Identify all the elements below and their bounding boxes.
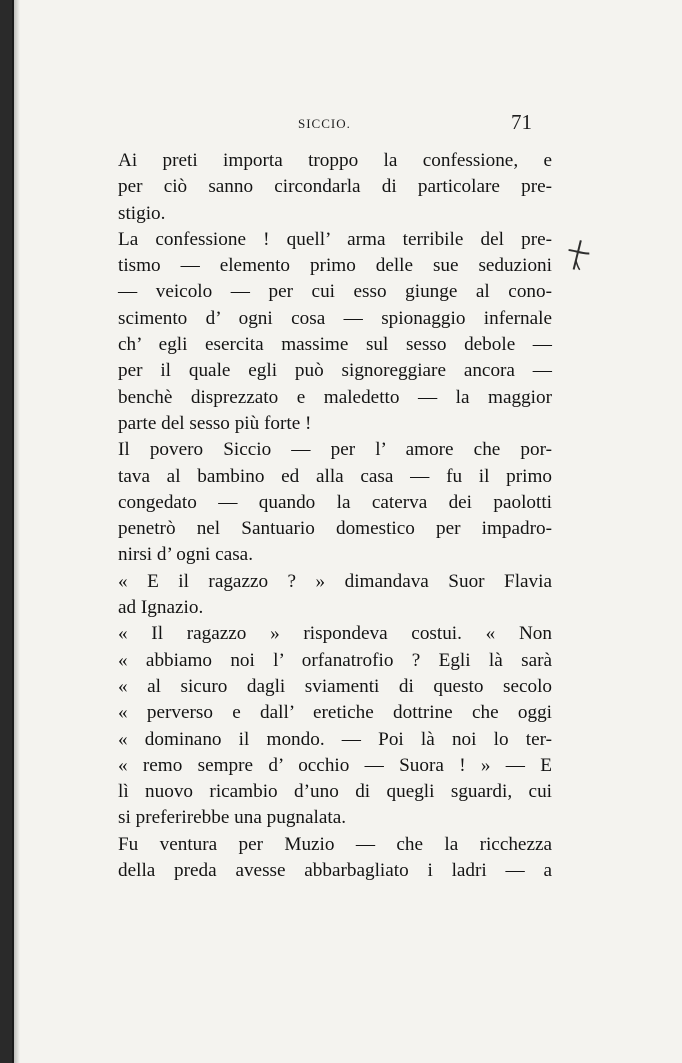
text-line: « E il ragazzo ? » dimandava Suor Flavia [118,570,552,592]
body-text [118,148,552,884]
text-line: « Il ragazzo » rispondeva costui. « Non [118,623,552,645]
text-line: « abbiamo noi l’ orfanatrofio ? Egli là sarà [118,649,552,671]
text-line: della preda avesse abbarbagliato i ladri — a [118,860,552,882]
text-line: scimento d’ ogni cosa — spionaggio infernale [118,307,552,329]
text-line: « perverso e dall’ eretiche dottrine che oggi [118,702,552,724]
text-line: Fu ventura per Muzio — che la ricchezza [118,833,552,855]
text-line: Ai preti importa troppo la confessione, e [118,150,552,171]
text-line: benchè disprezzato e maledetto — la maggior [118,386,552,408]
text-line: si preferirebbe una pugnalata. [118,807,347,829]
text-line: « remo sempre d’ occhio — Suora ! » — E [118,754,552,776]
running-head [14,110,682,136]
book-page [12,0,682,1063]
text-line: Il povero Siccio — per l’ amore che por- [118,439,552,461]
text-line: tismo — elemento primo delle sue seduzioni [118,255,552,277]
running-title: SICCIO. [298,116,351,131]
cross-mark-svg [561,236,594,275]
text-line: « al sicuro dagli sviamenti di questo secolo [118,675,552,697]
text-line: lì nuovo ricambio d’uno di quegli sguardi, cui [118,781,552,803]
text-line: nirsi d’ ogni casa. [118,544,253,566]
text-line: La confessione ! quell’ arma terribile del pre- [118,228,552,250]
text-line: per il quale egli può signoreggiare ancora — [118,360,552,382]
handwritten-cross-mark-icon [560,236,594,282]
text-line: tava al bambino ed alla casa — fu il primo [118,465,552,487]
text-line: congedato — quando la caterva dei paolotti [118,491,552,513]
text-line: « dominano il mondo. — Poi là noi lo ter- [118,728,552,750]
text-line: — veicolo — per cui esso giunge al cono- [118,281,552,303]
text-line: ch’ egli esercita massime sul sesso debole — [118,334,552,356]
text-line: ad Ignazio. [118,597,204,619]
text-line: per ciò sanno circondarla di particolare pre- [118,176,552,198]
page-number: 71 [511,110,532,134]
text-line: stigio. [118,202,166,224]
text-line: penetrò nel Santuario domestico per impadro- [118,518,552,540]
text-line: parte del sesso più forte ! [118,412,312,434]
